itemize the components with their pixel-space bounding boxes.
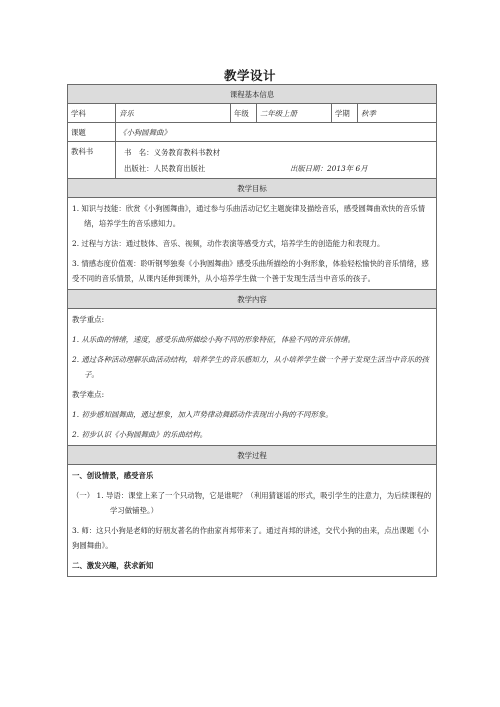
book-name: 书 名：义务教育教科书教材: [124, 147, 221, 157]
content-header-row: [68, 290, 437, 309]
lesson-plan-table: [67, 84, 436, 577]
goals-header: 教学目标: [68, 179, 437, 198]
grade-value: 二年级上册: [257, 104, 332, 123]
process-step: 3. 师：这只小狗是老师的好朋友著名的作曲家肖邦带来了。通过肖邦的讲述，交代小狗的由来，点出课题《小狗圆舞曲》。: [72, 526, 429, 550]
term-label: 学期: [332, 104, 358, 123]
topic-label: 课题: [68, 123, 116, 142]
goals-header-row: [68, 179, 437, 198]
term-value: 秋季: [358, 104, 437, 123]
key-point-item: 2. 通过各种活动理解乐曲活动结构，培养学生的音乐感知力，从小培养学生做一个善于发现生活当中音乐的孩子。: [72, 355, 429, 379]
basic-info-header-row: [68, 85, 437, 104]
document-title: 教学设计: [223, 68, 276, 83]
subject-value: 音乐: [116, 104, 231, 123]
process-section-heading: 一、创设情景，感受音乐: [72, 471, 154, 480]
content-row: [68, 309, 437, 446]
difficult-point-item: 1. 初步感知圆舞曲，通过想象，加入声势律动舞蹈动作表现出小狗的不同形象。: [72, 410, 333, 419]
textbook-info: [116, 142, 437, 179]
process-header: 教学过程: [68, 446, 437, 465]
process-section-heading: 二、激发兴趣，获求新知: [72, 561, 154, 570]
process-header-row: [68, 446, 437, 465]
topic-row: [68, 123, 437, 142]
content-header: 教学内容: [68, 290, 437, 309]
basic-info-header: 课程基本信息: [68, 85, 437, 104]
content-body: [68, 309, 437, 446]
difficult-points-label: 教学难点:: [72, 390, 105, 399]
goal-item: 2. 过程与方法：通过肢体、音乐、视频，动作表演等感受方式，培养学生的创造能力和表现力。: [72, 239, 385, 248]
publisher: 出版社：人民教育出版社: [124, 163, 206, 173]
topic-value: 《小狗圆舞曲》: [116, 123, 437, 142]
publish-date: 出版日期：2013年 6月: [290, 163, 368, 173]
process-row: [68, 465, 437, 577]
textbook-row: [68, 142, 437, 179]
difficult-point-item: 2. 初步认识《小狗圆舞曲》的乐曲结构。: [72, 430, 208, 439]
publisher-line: [124, 163, 428, 174]
key-points-label: 教学重点:: [72, 315, 105, 324]
grade-label: 年级: [231, 104, 257, 123]
subject-row: [68, 104, 437, 123]
process-body: [68, 465, 437, 577]
subject-label: 学科: [68, 104, 116, 123]
goal-item: 3. 情感态度价值观：聆听钢琴独奏《小狗圆舞曲》感受乐曲所描绘的小狗形象，体验轻松愉快的音乐情绪，感受不同的音乐情景，从课内延伸到课外，从小培养学生做一个善于发现生活当中音乐的孩子。: [72, 259, 429, 283]
key-point-item: 1. 从乐曲的情绪，速度，感受乐曲所描绘小狗不同的形象特征，体验不同的音乐情绪。: [72, 335, 355, 344]
goals-body: [68, 198, 437, 290]
textbook-label: 教科书: [68, 142, 116, 179]
goal-item: 1. 知识与技能：欣赏《小狗圆舞曲》，通过参与乐曲活动记忆主题旋律及描绘音乐，感受圆舞曲欢快的音乐情绪，培养学生的音乐感知力。: [72, 204, 426, 228]
process-step: （一） 1. 导语：课堂上来了一个只动物，它是谁呢？（利用猜谜谣的形式，吸引学生的注意力，为后续课程的学习做铺垫。）: [72, 491, 432, 515]
goals-row: [68, 198, 437, 290]
